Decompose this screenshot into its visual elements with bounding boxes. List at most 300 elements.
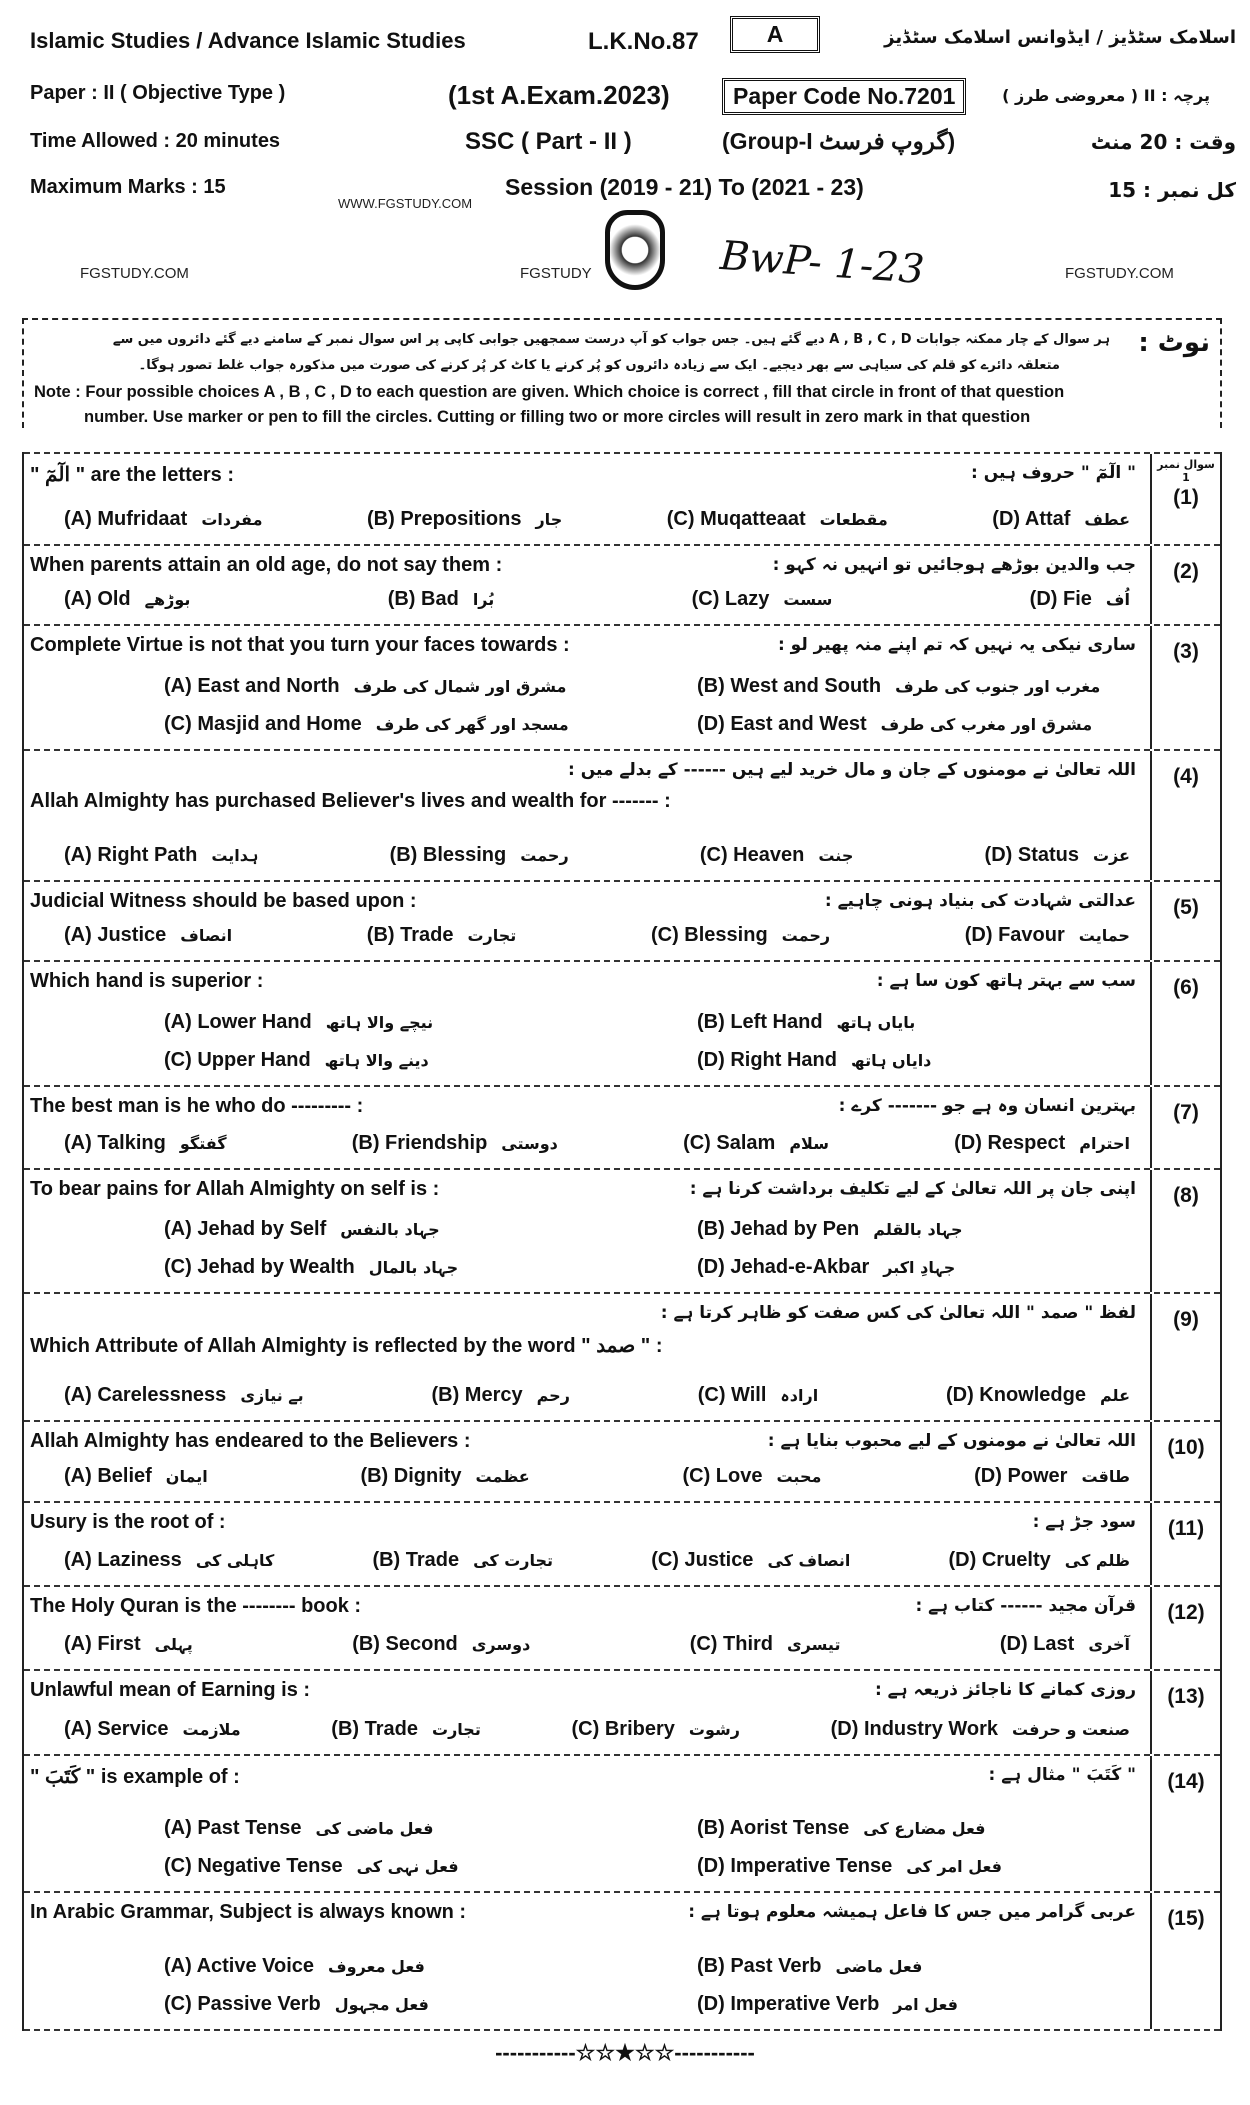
question-item (24, 749, 1220, 880)
option-text: (D) Attaf (992, 508, 1071, 530)
option-text: (B) West and South (697, 675, 882, 697)
question-text-urdu: اپنی جان پر اللہ تعالیٰ کے لیے تکلیف برداشت کرنا ہے : (689, 1179, 1136, 1199)
question-number: (3) (1173, 640, 1199, 663)
option-choice (64, 1625, 193, 1663)
option-text-urdu: رشوت (688, 1720, 740, 1739)
option-text: (D) East and West (697, 713, 867, 735)
option-choice (572, 1710, 740, 1748)
option-choice (954, 1124, 1130, 1162)
option-text-urdu: فعل مجہول (334, 1995, 429, 2014)
option-text: (C) Upper Hand (164, 1049, 311, 1071)
question-number-cell (1150, 1893, 1220, 2029)
option-choice (64, 1710, 241, 1748)
option-choice (372, 1541, 553, 1579)
option-text-urdu: فعل ماضی (835, 1957, 923, 1976)
option-text: (C) Passive Verb (164, 1993, 321, 2015)
option-choice (64, 705, 597, 743)
option-text: (B) Friendship (351, 1132, 488, 1154)
question-number-cell (1150, 1587, 1220, 1669)
option-choice (64, 1457, 208, 1495)
option-text: (A) East and North (164, 675, 340, 697)
option-choice (597, 1847, 1130, 1885)
question-item (24, 1168, 1220, 1292)
option-text-urdu: بایاں ہاتھ (836, 1013, 916, 1032)
option-choice (64, 500, 262, 538)
option-text: (D) Knowledge (945, 1384, 1086, 1406)
option-text: (B) Aorist Tense (697, 1817, 850, 1839)
question-number: (12) (1167, 1601, 1205, 1624)
question-stem (30, 1764, 1136, 1789)
option-choice (667, 500, 888, 538)
question-text-urdu: اللہ تعالیٰ نے مومنوں کے جان و مال خرید لیے ہیں ------ کے بدلے میں : (567, 760, 1136, 780)
question-item (24, 1754, 1220, 1891)
question-text-urdu: جب والدین بوڑھے ہوجائیں تو انہیں نہ کہو : (772, 555, 1136, 575)
question-number: (6) (1173, 976, 1199, 999)
time-allowed: Time Allowed : 20 minutes (30, 130, 281, 152)
option-choice (651, 1541, 850, 1579)
option-text: (B) Left Hand (697, 1011, 823, 1033)
question-item (24, 544, 1220, 624)
option-choice (64, 1041, 597, 1079)
question-text-urdu: عربی گرامر میں جس کا فاعل ہمیشہ معلوم ہوتا ہے : (688, 1902, 1136, 1922)
option-choice (992, 500, 1130, 538)
question-text-urdu: قرآن مجید ------ کتاب ہے : (915, 1596, 1136, 1616)
question-text: Allah Almighty has purchased Believer's lives and wealth for ------- : (30, 790, 671, 812)
question-stem (30, 970, 1136, 993)
question-number-cell (1150, 1756, 1220, 1891)
class-name: SSC ( Part - II ) (465, 128, 632, 155)
option-text-urdu: احترام (1079, 1134, 1130, 1153)
question-item (24, 1891, 1220, 2031)
paper-version: A (730, 16, 820, 53)
option-text: (D) Imperative Verb (697, 1993, 880, 2015)
option-text: (D) Right Hand (697, 1049, 837, 1071)
option-text-urdu: دوسری (471, 1635, 531, 1654)
option-choice (64, 667, 597, 705)
lk-number: L.K.No.87 (588, 28, 699, 55)
option-choice (597, 705, 1130, 743)
question-item (24, 452, 1220, 544)
option-text-urdu: اُف (1105, 590, 1130, 609)
option-text-urdu: دایاں ہاتھ (850, 1051, 932, 1070)
option-choice (331, 1710, 481, 1748)
option-text: (A) Lower Hand (164, 1011, 312, 1033)
question-number-cell (1150, 546, 1220, 624)
option-text-urdu: دینے والا ہاتھ (324, 1051, 429, 1070)
question-stem (30, 554, 1136, 577)
question-item (24, 1585, 1220, 1669)
option-text-urdu: ہدایت (211, 846, 259, 865)
question-number-cell (1150, 1087, 1220, 1168)
option-text: (B) Second (352, 1633, 458, 1655)
question-number: (13) (1167, 1685, 1205, 1708)
question-item (24, 1501, 1220, 1585)
option-text: (C) Justice (651, 1549, 754, 1571)
watermark: WWW.FGSTUDY.COM (338, 196, 473, 211)
option-choice (64, 1248, 597, 1286)
question-text: " الٓمٓ " are the letters : (30, 464, 234, 486)
question-stem (30, 1430, 1136, 1453)
option-text: (C) Muqatteaat (666, 508, 806, 530)
option-choice (388, 580, 495, 618)
question-text: When parents attain an old age, do not say them : (30, 554, 503, 576)
option-text: (A) Right Path (64, 844, 198, 866)
exam-name: (1st A.Exam.2023) (448, 80, 670, 110)
option-text-urdu: فعل امر کی (906, 1857, 1003, 1876)
option-text-urdu: فعل نہی کی (356, 1857, 459, 1876)
question-number: (1) (1173, 486, 1199, 509)
question-number-cell (1150, 882, 1220, 960)
option-choice (597, 1248, 1130, 1286)
question-item (24, 1420, 1220, 1501)
question-list (22, 452, 1222, 2031)
option-text-urdu: تجارت (431, 1720, 481, 1739)
option-text: (A) Past Tense (164, 1817, 302, 1839)
question-stem (30, 759, 1136, 813)
option-choice (597, 1947, 1130, 1985)
question-number-cell (1150, 626, 1220, 749)
question-stem (30, 890, 1136, 913)
options (64, 500, 1130, 538)
note-label-urdu: نوٹ : (1138, 328, 1210, 358)
option-text-urdu: جار (535, 510, 563, 529)
question-text-urdu: عدالتی شہادت کی بنیاد ہونی چاہیے : (824, 891, 1136, 911)
option-text: (A) Belief (64, 1465, 152, 1487)
question-text-urdu: " الٓمٓ " حروف ہیں : (971, 463, 1136, 483)
question-text-urdu: ساری نیکی یہ نہیں کہ تم اپنے منہ پھیر لو : (777, 635, 1136, 655)
question-item (24, 880, 1220, 960)
option-choice (64, 916, 232, 954)
option-text-urdu: گفتگو (179, 1134, 227, 1153)
option-text-urdu: جہاد بالنفس (340, 1220, 440, 1239)
option-text-urdu: عزت (1093, 846, 1130, 865)
option-text: (C) Jehad by Wealth (164, 1256, 355, 1278)
option-text: (D) Power (974, 1465, 1068, 1487)
option-choice (64, 1541, 274, 1579)
question-number: (4) (1173, 765, 1199, 788)
question-number-cell (1150, 1671, 1220, 1754)
option-text-urdu: ایمان (165, 1467, 208, 1486)
option-choice (64, 1210, 597, 1248)
option-choice (431, 1376, 569, 1414)
option-text: (D) Cruelty (948, 1549, 1051, 1571)
option-choice (597, 1985, 1130, 2023)
question-text-urdu: " كَتَبَ " مثال ہے : (988, 1765, 1136, 1785)
question-stem (30, 1679, 1136, 1702)
option-text: (D) Industry Work (830, 1718, 999, 1740)
question-text: Which hand is superior : (30, 970, 264, 992)
option-text: (B) Trade (366, 924, 454, 946)
option-text-urdu: فعل مضارع کی (863, 1819, 986, 1838)
session: Session (2019 - 21) To (2021 - 23) (505, 174, 864, 200)
option-choice (352, 1625, 530, 1663)
option-text-urdu: بوڑھے (144, 590, 191, 609)
option-text-urdu: انصاف کی (767, 1551, 851, 1570)
note-text-urdu: ہر سوال کے چار ممکنہ جوابات A , B , C , D دیے گئے ہیں۔ جس جواب کو آپ درست سمجھیں جوابی کاپی پر اس سوال نمبر کے سامنے دیے گئے دائروں میں سے (112, 332, 1110, 347)
option-choice (690, 1625, 841, 1663)
option-choice (390, 836, 569, 874)
option-text: (A) Mufridaat (64, 508, 188, 530)
option-choice (64, 1003, 597, 1041)
options (64, 1710, 1130, 1748)
subject-title-urdu: اسلامک سٹڈیز / ایڈوانس اسلامک سٹڈیز (884, 27, 1236, 48)
option-choice (949, 1541, 1130, 1579)
option-text: (B) Past Verb (697, 1955, 822, 1977)
question-text: Which Attribute of Allah Almighty is reflected by the word " صمد " : (30, 1335, 663, 1357)
option-text-urdu: بے نیازی (240, 1386, 304, 1405)
question-stem (30, 1901, 1136, 1924)
question-text: In Arabic Grammar, Subject is always known : (30, 1901, 467, 1923)
question-number: (14) (1167, 1770, 1205, 1793)
options (64, 1124, 1130, 1162)
question-text-urdu: سب سے بہتر ہاتھ کون سا ہے : (876, 971, 1136, 991)
option-text-urdu: مشرق اور شمال کی طرف (353, 677, 567, 696)
question-number: (11) (1167, 1517, 1205, 1540)
option-text: (A) Justice (64, 924, 167, 946)
option-text: (D) Last (999, 1633, 1075, 1655)
option-choice (700, 836, 853, 874)
question-text: The best man is he who do --------- : (30, 1095, 364, 1117)
question-number: (5) (1173, 896, 1199, 919)
question-text: Allah Almighty has endeared to the Believers : (30, 1430, 471, 1452)
question-number-cell (1150, 1294, 1220, 1420)
option-text: (C) Blessing (650, 924, 768, 946)
option-text: (B) Mercy (431, 1384, 523, 1406)
option-text-urdu: نیچے والا ہاتھ (325, 1013, 434, 1032)
option-text-urdu: فعل معروف (328, 1957, 425, 1976)
option-text: (C) Salam (683, 1132, 776, 1154)
option-choice (367, 916, 517, 954)
question-number-cell (1150, 962, 1220, 1085)
handwritten-code: BwP- 1-23 (718, 232, 926, 294)
option-text-urdu: انصاف (180, 926, 233, 945)
paper-type-urdu: پرچہ : II ( معروضی طرز ) (1002, 86, 1210, 105)
option-text-urdu: کاہلی کی (195, 1551, 275, 1570)
instructions-box (22, 318, 1222, 428)
options (64, 1625, 1130, 1663)
question-number: (7) (1173, 1101, 1199, 1124)
option-text-urdu: عظمت (475, 1467, 530, 1486)
option-text: (A) Old (64, 588, 131, 610)
option-text: (A) Talking (64, 1132, 166, 1154)
option-text: (D) Status (984, 844, 1079, 866)
question-item (24, 1669, 1220, 1754)
question-number: (10) (1167, 1436, 1205, 1459)
option-text-urdu: علم (1099, 1386, 1130, 1405)
option-text-urdu: مسجد اور گھر کی طرف (375, 715, 569, 734)
option-text: (B) Bad (387, 588, 459, 610)
option-choice (831, 1710, 1130, 1748)
question-label-urdu: سوال نمبر 1 (1157, 458, 1215, 484)
question-stem (30, 1095, 1136, 1118)
question-item (24, 1292, 1220, 1420)
question-stem (30, 1302, 1136, 1358)
paper-code: Paper Code No.7201 (722, 78, 966, 115)
question-item (24, 960, 1220, 1085)
group-name: (Group-I گروپ فرسٹ) (722, 128, 956, 154)
option-choice (597, 1003, 1130, 1041)
option-text: (A) Jehad by Self (164, 1218, 327, 1240)
option-text: (D) Jehad-e-Akbar (697, 1256, 870, 1278)
option-choice (597, 1809, 1130, 1847)
option-choice (682, 1457, 821, 1495)
question-number-cell (1150, 1422, 1220, 1501)
option-text-urdu: آخری (1088, 1635, 1130, 1654)
question-stem (30, 1178, 1136, 1201)
option-text-urdu: طاقت (1081, 1467, 1130, 1486)
question-stem (30, 634, 1136, 657)
subject-title: Islamic Studies / Advance Islamic Studies (30, 28, 466, 53)
options (64, 836, 1130, 874)
option-text: (C) Will (697, 1384, 767, 1406)
question-number: (2) (1173, 560, 1199, 583)
maximum-marks: Maximum Marks : 15 (30, 176, 226, 198)
option-choice (985, 836, 1130, 874)
option-choice (64, 1985, 597, 2023)
option-text-urdu: مقطعات (819, 510, 888, 529)
option-choice (1000, 1625, 1130, 1663)
option-text-urdu: تجارت (467, 926, 517, 945)
option-text-urdu: تیسری (787, 1635, 841, 1654)
question-text: The Holy Quran is the -------- book : (30, 1595, 362, 1617)
watermark: FGSTUDY.COM (1065, 265, 1174, 282)
question-text-urdu: اللہ تعالیٰ نے مومنوں کے لیے محبوب بنایا ہے : (767, 1431, 1136, 1451)
option-text-urdu: مفردات (201, 510, 263, 529)
option-text: (D) Fie (1029, 588, 1092, 610)
question-number: (15) (1167, 1907, 1205, 1930)
question-text: To bear pains for Allah Almighty on self is : (30, 1178, 440, 1200)
option-choice (64, 580, 190, 618)
option-text-urdu: جہاد بالقلم (873, 1220, 963, 1239)
option-text-urdu: رحمت (520, 846, 569, 865)
question-text-urdu: روزی کمانے کا ناجائز ذریعہ ہے : (874, 1680, 1136, 1700)
option-text: (C) Lazy (691, 588, 770, 610)
question-number-cell (1150, 454, 1220, 544)
option-text: (B) Trade (372, 1549, 460, 1571)
option-choice (597, 1041, 1130, 1079)
options (64, 1809, 1130, 1885)
question-number-cell (1150, 1170, 1220, 1292)
options (64, 667, 1130, 743)
option-choice (64, 1124, 227, 1162)
maximum-marks-urdu: کل نمبر : 15 (1108, 178, 1236, 202)
watermark: FGSTUDY.COM (80, 265, 189, 282)
option-choice (597, 1210, 1130, 1248)
option-text-urdu: جنت (818, 846, 854, 865)
options (64, 1947, 1130, 2023)
option-text-urdu: پہلی (154, 1635, 193, 1654)
question-number: (9) (1173, 1308, 1199, 1331)
options (64, 1457, 1130, 1495)
question-text-urdu: لفظ " صمد " اللہ تعالیٰ کی کس صفت کو ظاہر کرتا ہے : (660, 1303, 1136, 1323)
option-choice (64, 1947, 597, 1985)
option-text: (B) Prepositions (367, 508, 522, 530)
option-text-urdu: صنعت و حرفت (1012, 1720, 1130, 1739)
option-text-urdu: رحمت (781, 926, 831, 945)
option-text: (A) Carelessness (64, 1384, 227, 1406)
note-text: Note : Four possible choices A , B , C , D to each question are given. Which choice is correct , fill that circle in front of that question (34, 383, 1065, 401)
option-text: (A) Service (64, 1718, 169, 1740)
option-choice (64, 1376, 304, 1414)
option-choice (64, 1809, 597, 1847)
question-number-cell (1150, 1503, 1220, 1585)
option-text-urdu: ملازمت (182, 1720, 241, 1739)
option-text-urdu: سست (783, 590, 833, 609)
question-item (24, 624, 1220, 749)
options (64, 1003, 1130, 1079)
option-text: (D) Respect (954, 1132, 1066, 1154)
option-choice (367, 500, 562, 538)
option-text: (B) Blessing (389, 844, 507, 866)
paper-type: Paper : II ( Objective Type ) (30, 82, 286, 104)
option-text-urdu: فعل ماضی کی (315, 1819, 434, 1838)
note-text-2: number. Use marker or pen to fill the circles. Cutting or filling two or more circles will result in zero mark in that question (84, 408, 1031, 426)
option-choice (974, 1457, 1130, 1495)
option-text: (A) Active Voice (164, 1955, 315, 1977)
option-choice (64, 836, 258, 874)
question-text-urdu: سود جڑ ہے : (1032, 1512, 1136, 1532)
options (64, 1376, 1130, 1414)
question-text-urdu: بہترین انسان وہ ہے جو ------- کرے : (838, 1096, 1136, 1116)
question-number-cell (1150, 751, 1220, 880)
option-text-urdu: ظلم کی (1064, 1551, 1130, 1570)
option-text: (B) Jehad by Pen (697, 1218, 860, 1240)
option-text-urdu: ارادہ (780, 1386, 819, 1405)
question-text: Unlawful mean of Earning is : (30, 1679, 311, 1701)
option-choice (352, 1124, 558, 1162)
options (64, 1210, 1130, 1286)
question-item (24, 1085, 1220, 1168)
option-text: (C) Love (682, 1465, 763, 1487)
option-text-urdu: جہادِ اکبر (883, 1258, 956, 1277)
question-stem (30, 462, 1136, 487)
option-choice (64, 1847, 597, 1885)
option-choice (597, 667, 1130, 705)
option-text-urdu: عطف (1084, 510, 1130, 529)
options (64, 580, 1130, 618)
option-text-urdu: جہاد بالمال (368, 1258, 459, 1277)
end-of-paper-marker: -----------☆☆★☆☆----------- (495, 2040, 755, 2065)
option-text: (D) Favour (964, 924, 1065, 946)
question-stem (30, 1595, 1136, 1618)
note-text-urdu-2: متعلقہ دائرے کو قلم کی سیاہی سے بھر دیجیے۔ ایک سے زیادہ دائروں کو پُر کرنے یا کاٹ کر پُر کرنے کی صورت میں مذکورہ جواب غلط تصور ہوگا۔ (138, 358, 1060, 373)
option-text-urdu: مشرق اور مغرب کی طرف (880, 715, 1093, 734)
time-allowed-urdu: وقت : 20 منٹ (1090, 130, 1236, 154)
option-text-urdu: مغرب اور جنوب کی طرف (895, 677, 1101, 696)
option-choice (651, 916, 830, 954)
option-text: (C) Heaven (699, 844, 805, 866)
option-text: (C) Masjid and Home (164, 713, 362, 735)
option-text: (B) Dignity (360, 1465, 462, 1487)
option-text: (C) Third (689, 1633, 774, 1655)
watermark: FGSTUDY (520, 265, 592, 282)
option-choice (946, 1376, 1130, 1414)
option-text-urdu: محبت (776, 1467, 822, 1486)
option-text-urdu: دوستی (501, 1134, 558, 1153)
option-text-urdu: سلام (789, 1134, 829, 1153)
options (64, 1541, 1130, 1579)
option-text: (A) Laziness (64, 1549, 182, 1571)
option-choice (360, 1457, 529, 1495)
question-text: " كَتَبَ " is example of : (30, 1766, 240, 1788)
question-text: Usury is the root of : (30, 1511, 226, 1533)
option-choice (683, 1124, 829, 1162)
option-text-urdu: فعل امر (893, 1995, 958, 2014)
option-text-urdu: تجارت کی (473, 1551, 554, 1570)
question-text: Judicial Witness should be based upon : (30, 890, 417, 912)
option-choice (698, 1376, 818, 1414)
option-text-urdu: حمایت (1078, 926, 1130, 945)
